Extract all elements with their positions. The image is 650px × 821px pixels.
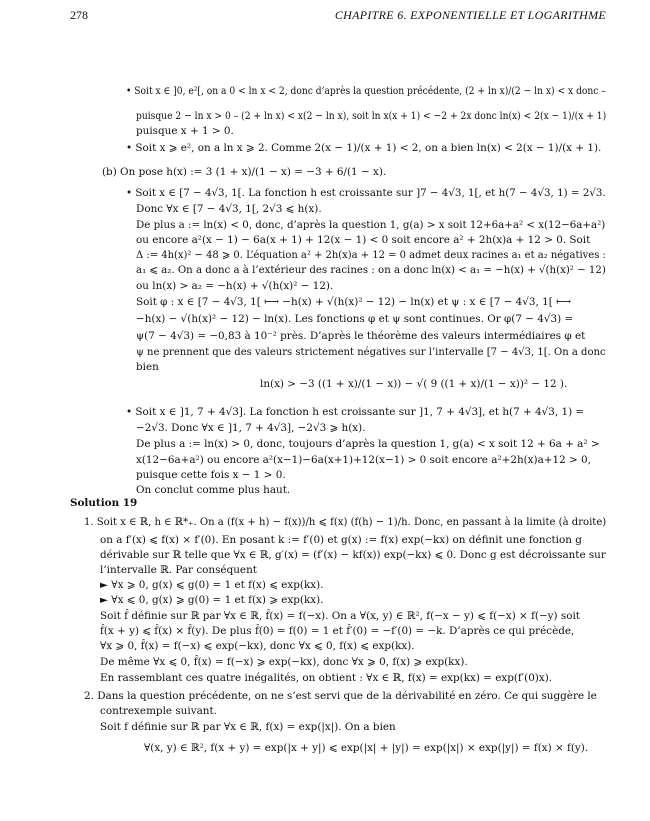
page-header bbox=[70, 8, 606, 22]
chapter-title: CHAPITRE 6. EXPONENTIELLE ET LOGARITHME bbox=[334, 8, 606, 22]
text-line: • Soit x ⩾ e², on a ln x ⩾ 2. Comme 2(x − 1)/(x + 1) < 2, on a bien ln(x) < 2(x − 1)/(x + 1). bbox=[126, 142, 602, 154]
text-line: Soit f définie sur ℝ par ∀x ∈ ℝ, f(x) = exp(|x|). On a bien bbox=[100, 721, 396, 733]
text-line: ∀(x, y) ∈ ℝ², f(x + y) = exp(|x + y|) ⩽ exp(|x| + |y|) = exp(|x|) × exp(|y|) = f(x) × f(y). bbox=[144, 742, 589, 754]
text-line: Soit f̂ définie sur ℝ par ∀x ∈ ℝ, f̂(x) = f(−x). On a ∀(x, y) ∈ ℝ², f(−x − y) ⩽ f(−x) × f(−y) soit bbox=[100, 610, 580, 622]
text-line: ou encore a²(x − 1) − 6a(x + 1) + 12(x − 1) < 0 soit encore a² + 2h(x)a + 12 > 0. Soit bbox=[136, 234, 591, 246]
text-line: puisque x + 1 > 0. bbox=[136, 125, 234, 137]
text-line: ► ∀x ⩽ 0, g(x) ⩾ g(0) = 1 et f(x) ⩾ exp(kx). bbox=[100, 594, 324, 606]
text-line: on a f′(x) ⩽ f(x) × f′(0). En posant k := f′(0) et g(x) := f(x) exp(−kx) on définit une fonction g bbox=[100, 534, 582, 546]
text-line: • Soit x ∈ ]1, 7 + 4√3]. La fonction h est croissante sur ]1, 7 + 4√3], et h(7 + 4√3, 1) = bbox=[126, 406, 585, 418]
text-line: ψ(7 − 4√3) = −0,83 à 10⁻² près. D’après le théorème des valeurs intermédiaires φ et bbox=[136, 330, 586, 342]
text-line: • Soit x ∈ [7 − 4√3, 1[. La fonction h est croissante sur ]7 − 4√3, 1[, et h(7 − 4√3, 1) = 2√3. bbox=[126, 187, 606, 199]
section-heading: Solution 19 bbox=[70, 497, 138, 509]
text-line: Soit φ : x ∈ [7 − 4√3, 1[ ⟼ −h(x) + √(h(x)² − 12) − ln(x) et ψ : x ∈ [7 − 4√3, 1[ ⟼ bbox=[136, 296, 571, 308]
page-number: 278 bbox=[70, 8, 88, 22]
text-line: bien bbox=[136, 361, 159, 373]
text-line: −2√3. Donc ∀x ∈ ]1, 7 + 4√3], −2√3 ⩾ h(x). bbox=[136, 422, 366, 434]
text-line: (b) On pose h(x) := 3 (1 + x)/(1 − x) = −3 + 6/(1 − x). bbox=[102, 166, 387, 178]
text-line: puisque cette fois x − 1 > 0. bbox=[136, 469, 286, 481]
text-line: l’intervalle ℝ. Par conséquent bbox=[100, 564, 257, 576]
text-line: ou ln(x) > a₂ = −h(x) + √(h(x)² − 12). bbox=[136, 280, 334, 292]
text-line: ln(x) > −3 ((1 + x)/(1 − x)) − √( 9 ((1 + x)/(1 − x))² − 12 ). bbox=[260, 378, 568, 390]
text-line: ∀x ⩾ 0, f̂(x) = f(−x) ⩽ exp(−kx), donc ∀x ⩽ 0, f(x) ⩽ exp(kx). bbox=[100, 640, 415, 652]
text-line: 2. Dans la question précédente, on ne s’est servi que de la dérivabilité en zéro. Ce qui suggère le bbox=[84, 690, 597, 702]
text-line: contrexemple suivant. bbox=[100, 705, 217, 717]
text-line: Donc ∀x ∈ [7 − 4√3, 1[, 2√3 ⩽ h(x). bbox=[136, 203, 322, 215]
text-line: Δ := 4h(x)² − 48 ⩾ 0. L’équation a² + 2h(x)a + 12 = 0 admet deux racines a₁ et a₂ négatives : bbox=[136, 249, 606, 261]
text-line: De plus a := ln(x) < 0, donc, d’après la question 1, g(a) > x soit 12+6a+a² < x(12−6a+a²) bbox=[136, 219, 606, 231]
text-line: −h(x) − √(h(x)² − 12) − ln(x). Les fonctions φ et ψ sont continues. Or φ(7 − 4√3) = bbox=[136, 313, 574, 325]
text-line: x(12−6a+a²) ou encore a²(x−1)−6a(x+1)+12(x−1) > 0 soit encore a²+2h(x)a+12 > 0, bbox=[136, 454, 591, 466]
text-line: En rassemblant ces quatre inégalités, on obtient : ∀x ∈ ℝ, f(x) = exp(kx) = exp(f′(0)x). bbox=[100, 672, 553, 684]
text-line: ► ∀x ⩾ 0, g(x) ⩽ g(0) = 1 et f(x) ⩽ exp(kx). bbox=[100, 579, 324, 591]
text-line: ψ ne prennent que des valeurs strictement négatives sur l’intervalle [7 − 4√3, 1[. On a donc bbox=[136, 346, 606, 358]
text-line: • Soit x ∈ ]0, e²[, on a 0 < ln x < 2, donc d’après la question précédente, (2 + ln x)/(2 − ln x) < x donc – bbox=[126, 85, 606, 97]
text-line: f̂(x + y) ⩽ f̂(x) × f̂(y). De plus f̂(0) = f(0) = 1 et f̂′(0) = −f′(0) = −k. D’après ce qui précède, bbox=[100, 625, 575, 637]
text-line: 1. Soit x ∈ ℝ, h ∈ ℝ*₊. On a (f(x + h) − f(x))/h ⩽ f(x) (f(h) − 1)/h. Donc, en passant à la limite (à droite) bbox=[84, 516, 607, 528]
text-line: dérivable sur ℝ telle que ∀x ∈ ℝ, g′(x) = (f′(x) − kf(x)) exp(−kx) ⩽ 0. Donc g est décroissante sur bbox=[100, 549, 606, 561]
text-line: De plus a := ln(x) > 0, donc, toujours d’après la question 1, g(a) < x soit 12 + 6a + a² > bbox=[136, 438, 600, 450]
text-line: a₁ ⩽ a₂. On a donc a à l’extérieur des racines : on a donc ln(x) < a₁ = −h(x) + √(h(x)² − 12) bbox=[136, 264, 606, 276]
text-line: De même ∀x ⩽ 0, f̂(x) = f(−x) ⩾ exp(−kx), donc ∀x ⩾ 0, f(x) ⩾ exp(kx). bbox=[100, 656, 468, 668]
text-line: puisque 2 − ln x > 0 – (2 + ln x) < x(2 − ln x), soit ln x(x + 1) < −2 + 2x donc ln(x) < 2(x − 1)/(x + 1) bbox=[136, 110, 607, 122]
text-line: On conclut comme plus haut. bbox=[136, 484, 291, 496]
